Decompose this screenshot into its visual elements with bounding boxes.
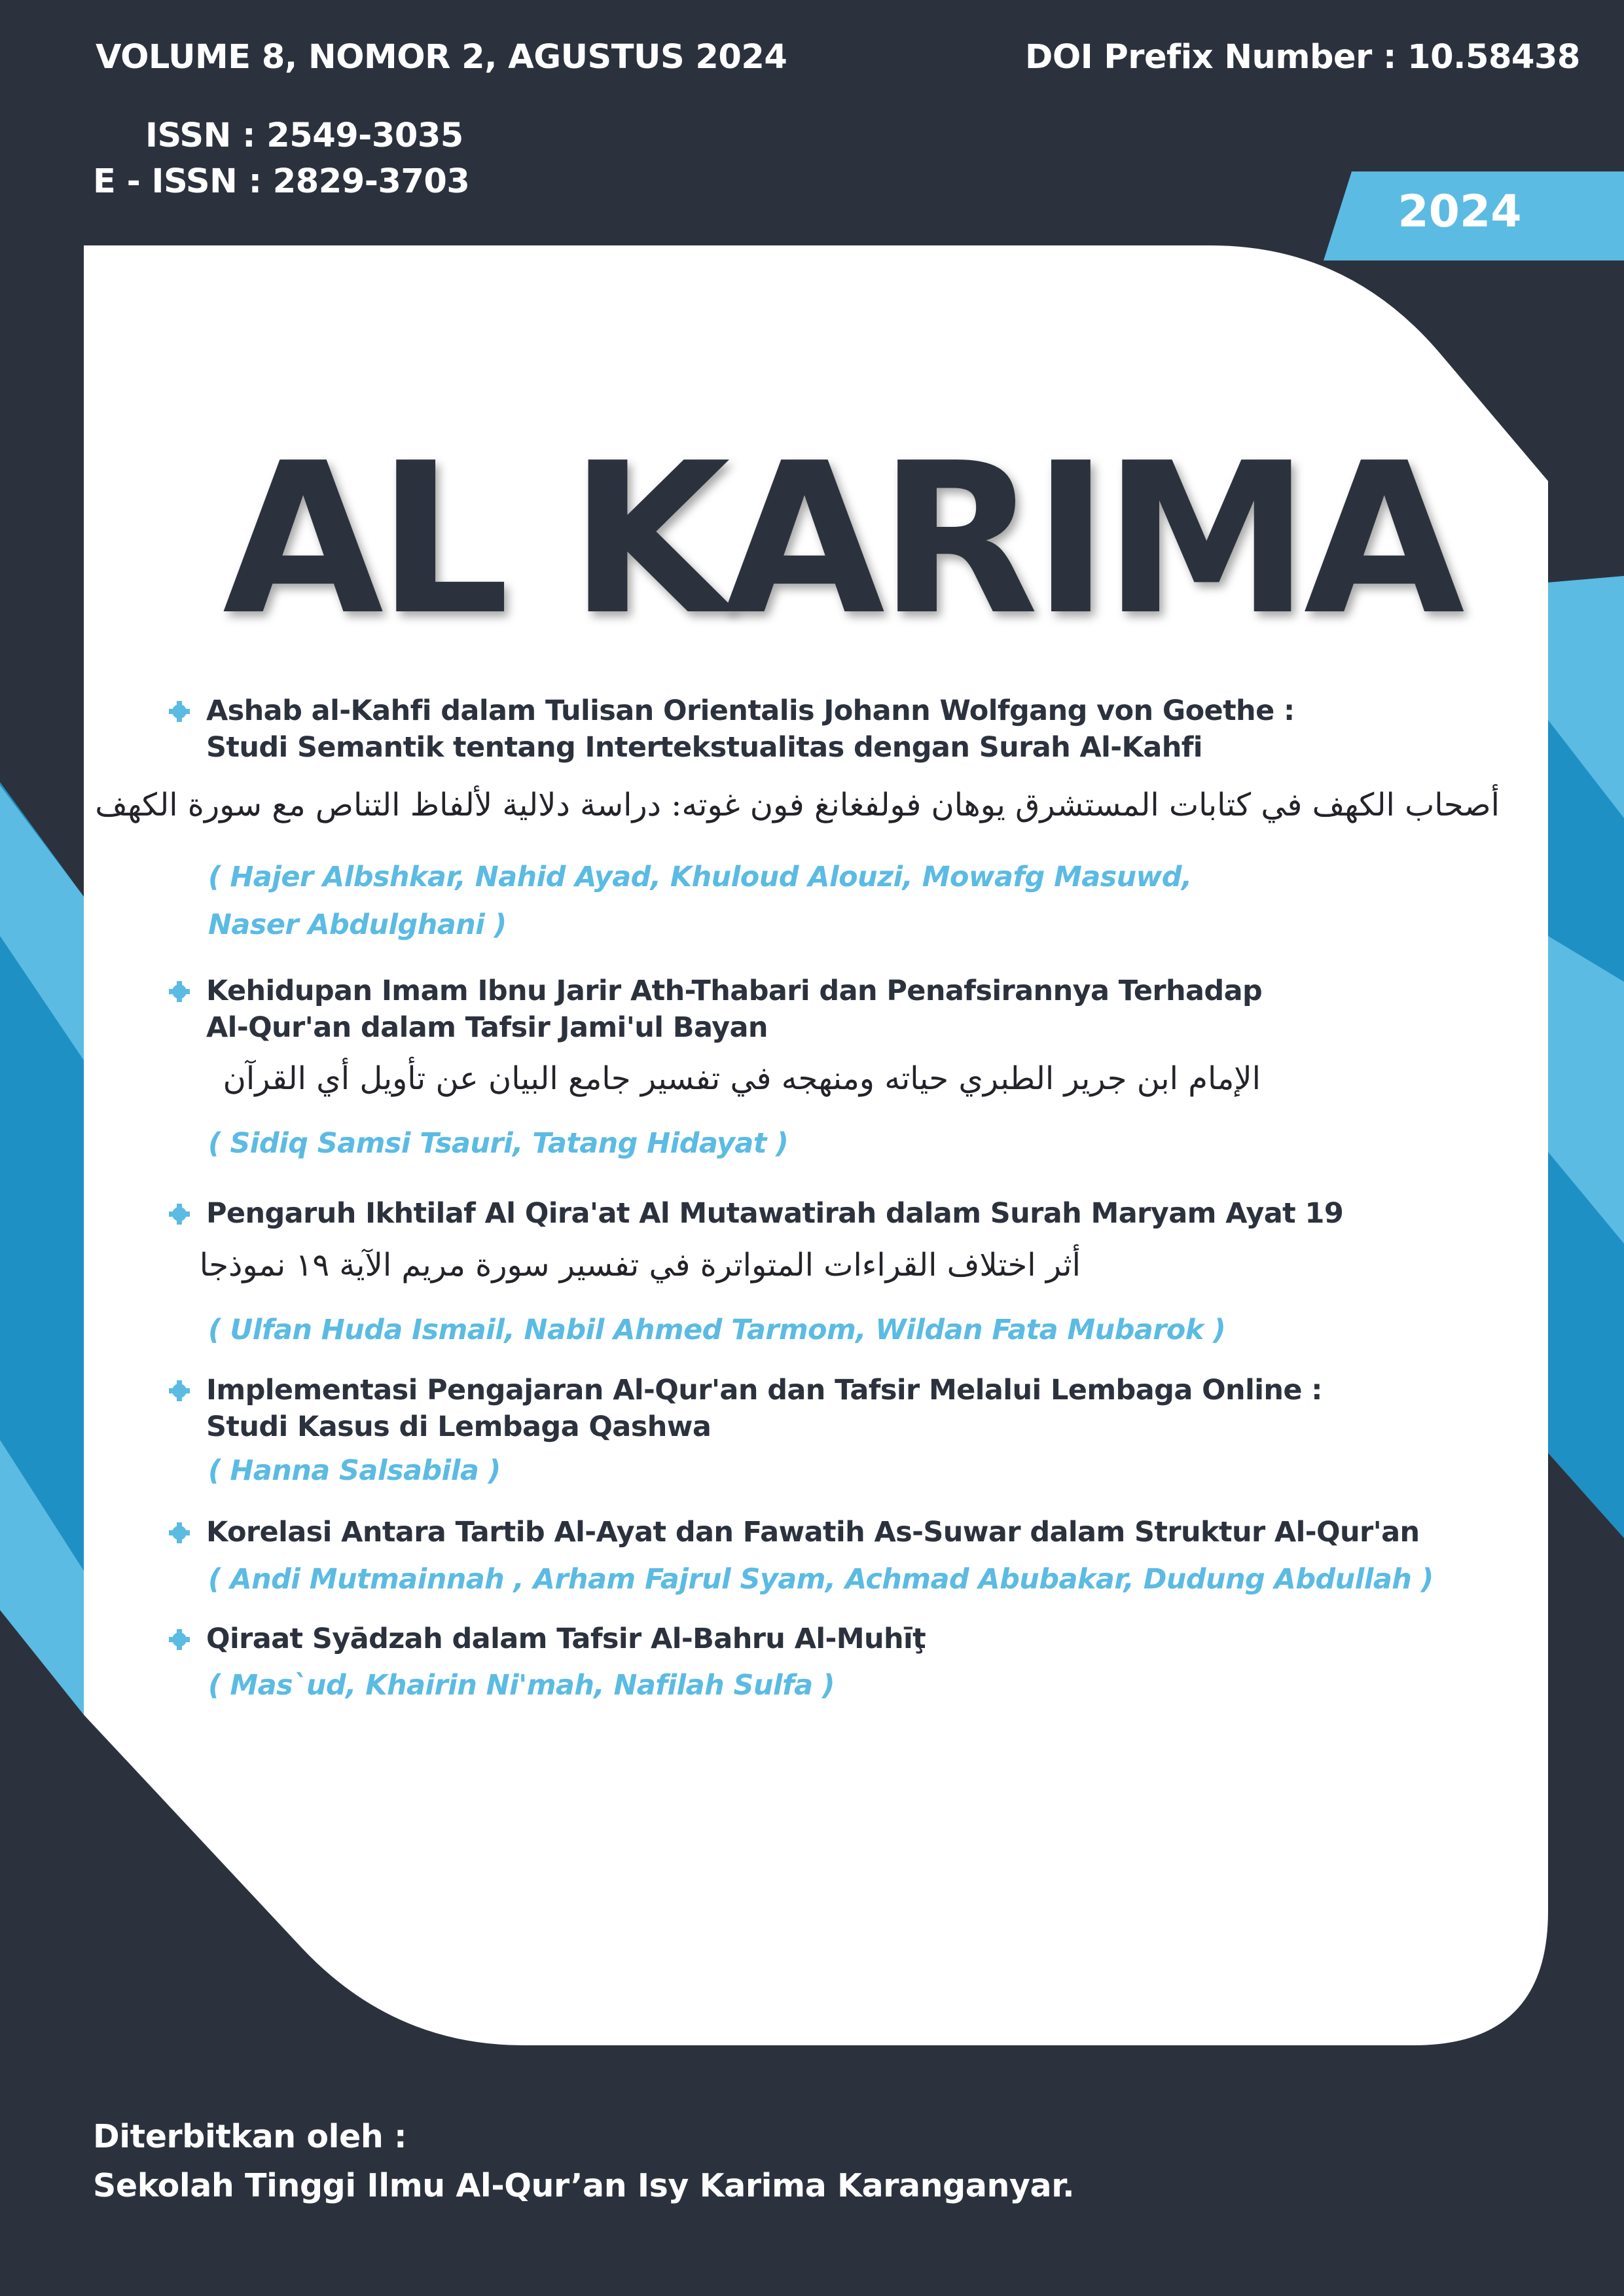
article-title-line: Kehidupan Imam Ibnu Jarir Ath-Thabari dan Penafsirannya Terhadap bbox=[206, 975, 1263, 1007]
publisher-name: Sekolah Tinggi Ilmu Al-Qur’an Isy Karima Karanganyar. bbox=[93, 2167, 1075, 2204]
article-authors: ( Hajer Albshkar, Nahid Ayad, Khuloud Alouzi, Mowafg Masuwd, bbox=[208, 861, 1192, 893]
article-authors: ( Hanna Salsabila ) bbox=[208, 1454, 501, 1487]
article-arabic-title: أصحاب الكهف في كتابات المستشرق يوهان فولفغانغ فون غوته: دراسة دلالية لألفاظ التناص مع سورة الكهف bbox=[95, 787, 1500, 823]
article-arabic-title: الإمام ابن جرير الطبري حياته ومنهجه في تفسير جامع البيان عن تأويل أي القرآن bbox=[223, 1060, 1261, 1097]
article-authors: ( Mas`ud, Khairin Ni'mah, Nafilah Sulfa ) bbox=[208, 1669, 835, 1702]
journal-title: AL KARIMA bbox=[223, 418, 1458, 660]
publisher-label: Diterbitkan oleh : bbox=[93, 2118, 407, 2155]
article-arabic-title: أثر اختلاف القراءات المتواترة في تفسير سورة مريم الآية ١٩ نموذجا bbox=[199, 1247, 1081, 1283]
volume-info: VOLUME 8, NOMOR 2, AGUSTUS 2024 bbox=[96, 38, 787, 77]
article-authors: ( Sidiq Samsi Tsauri, Tatang Hidayat ) bbox=[208, 1127, 789, 1160]
article-authors: ( Andi Mutmainnah , Arham Fajrul Syam, Achmad Abubakar, Dudung Abdullah ) bbox=[208, 1563, 1434, 1596]
article-title-line: Korelasi Antara Tartib Al-Ayat dan Fawatih As-Suwar dalam Struktur Al-Qur'an bbox=[206, 1516, 1420, 1549]
article-title-line: Qiraat Syādzah dalam Tafsir Al-Bahru Al-Muhīţ bbox=[206, 1623, 926, 1655]
year-label: 2024 bbox=[1398, 186, 1522, 238]
article-authors: Naser Abdulghani ) bbox=[208, 908, 507, 941]
doi-prefix: DOI Prefix Number : 10.58438 bbox=[1025, 38, 1580, 77]
article-title-line: Pengaruh Ikhtilaf Al Qira'at Al Mutawatirah dalam Surah Maryam Ayat 19 bbox=[206, 1197, 1344, 1230]
article-title-line: Studi Semantik tentang Intertekstualitas dengan Surah Al-Kahfi bbox=[206, 731, 1202, 764]
article-title-line: Studi Kasus di Lembaga Qashwa bbox=[206, 1410, 712, 1443]
article-title-line: Ashab al-Kahfi dalam Tulisan Orientalis Johann Wolfgang von Goethe : bbox=[206, 694, 1295, 727]
e-issn: E - ISSN : 2829-3703 bbox=[93, 162, 470, 201]
article-title-line: Al-Qur'an dalam Tafsir Jami'ul Bayan bbox=[206, 1011, 768, 1044]
issn: ISSN : 2549-3035 bbox=[145, 117, 463, 155]
article-title-line: Implementasi Pengajaran Al-Qur'an dan Tafsir Melalui Lembaga Online : bbox=[206, 1374, 1322, 1407]
article-authors: ( Ulfan Huda Ismail, Nabil Ahmed Tarmom, Wildan Fata Mubarok ) bbox=[208, 1314, 1226, 1346]
